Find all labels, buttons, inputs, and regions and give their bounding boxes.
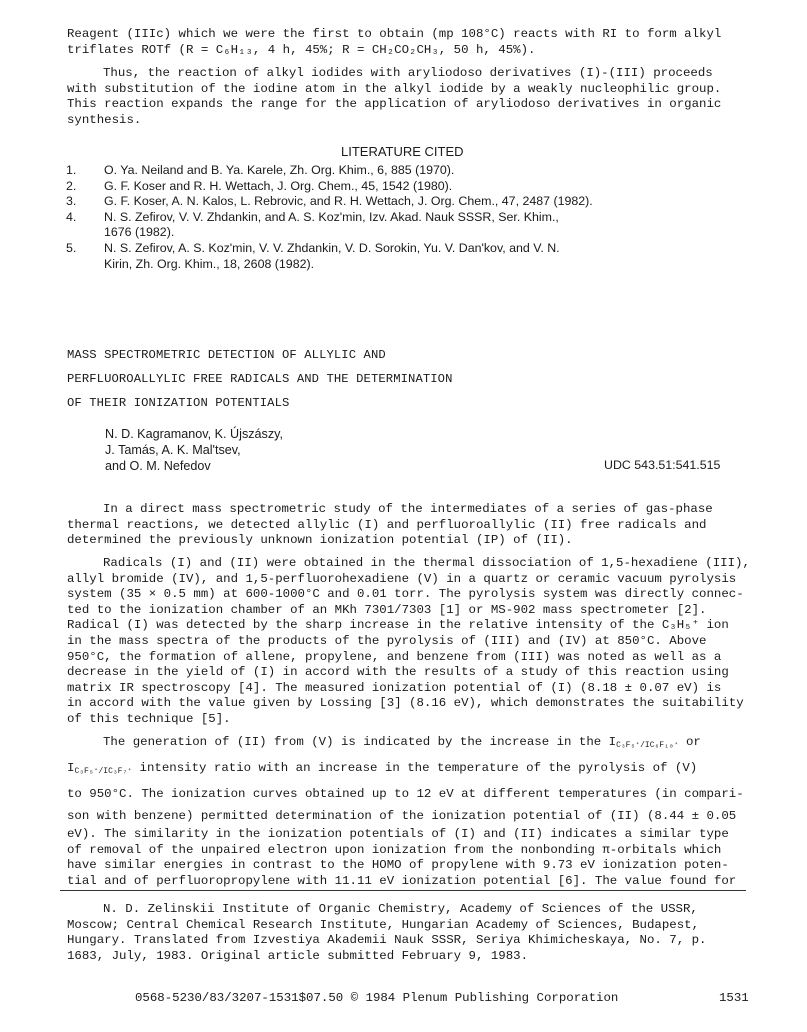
body-paragraph-2 (67, 556, 767, 728)
reference-text (104, 241, 776, 272)
text-line: Thus, the reaction of alkyl iodides with aryliodoso derivatives (I)-(III) proceeds (103, 66, 713, 80)
text-span: intensity ratio with an increase in the temperature of the pyrolysis of (V) (132, 761, 698, 775)
text-line: eV). The similarity in the ionization potentials of (I) and (II) indicates a similar type (67, 827, 729, 841)
text-line: to 950°C. The ionization curves obtained up to 12 eV at different temperatures (in compari- (67, 787, 744, 801)
reference-text: G. F. Koser, A. N. Kalos, L. Rebrovic, and R. H. Wettach, J. Org. Chem., 47, 2487 (1982). (104, 194, 593, 209)
reference-line: Kirin, Zh. Org. Khim., 18, 2608 (1982). (104, 256, 315, 271)
reference-item (66, 210, 776, 241)
reference-text: O. Ya. Neiland and B. Ya. Karele, Zh. Org. Khim., 6, 885 (1970). (104, 163, 455, 177)
page-number: 1531 (719, 991, 749, 1005)
text-line: N. D. Zelinskii Institute of Organic Chemistry, Academy of Sciences of the USSR, (103, 902, 698, 916)
text-line: Reagent (IIIc) which we were the first to obtain (mp 108°C) reacts with RI to form alkyl (67, 27, 722, 41)
prev-paragraph-1 (67, 27, 767, 58)
text-line: triflates ROTf (R = C₆H₁₃, 4 h, 45%; R = CH₂CO₂CH₃, 50 h, 45%). (67, 42, 536, 57)
text-line: Radical (I) was detected by the sharp increase in the relative intensity of the C₃H₅⁺ ion (67, 618, 729, 633)
reference-number: 3. (66, 194, 77, 209)
author-line: J. Tamás, A. K. Mal'tsev, (105, 443, 241, 457)
reference-number: 4. (66, 209, 77, 224)
text-line: system (35 × 0.5 mm) at 600-1000°C and 0.01 torr. The pyrolysis system was directly connec- (67, 587, 744, 602)
text-line: Hungary. Translated from Izvestiya Akademii Nauk SSSR, Seriya Khimicheskaya, No. 7, p. (67, 933, 707, 948)
text-line: allyl bromide (IV), and 1,5-perfluorohexadiene (V) in a quartz or ceramic vacuum pyrolysis (67, 571, 737, 586)
prev-paragraph-2 (67, 66, 767, 128)
text-line: 1683, July, 1983. Original article submitted February 9, 1983. (67, 948, 529, 963)
footnote-rule (60, 890, 746, 891)
text-line: synthesis. (67, 112, 142, 127)
reference-text: G. F. Koser and R. H. Wettach, J. Org. Chem., 45, 1542 (1980). (104, 178, 453, 193)
reference-number: 5. (66, 240, 77, 255)
reference-line: N. S. Zefirov, A. S. Koz'min, V. V. Zhdankin, V. D. Sorokin, Yu. V. Dan'kov, and V. N. (104, 240, 560, 255)
text-line: of removal of the unpaired electron upon ionization from the nonbonding π-orbitals which (67, 842, 722, 857)
literature-cited-heading: LITERATURE CITED (341, 144, 464, 159)
affiliation-footnote (67, 902, 767, 964)
copyright-footer: 0568-5230/83/3207-1531$07.50 © 1984 Plenum Publishing Corporation (135, 991, 619, 1005)
reference-item (66, 179, 776, 195)
reference-number: 1. (66, 163, 77, 177)
udc-code: UDC 543.51:541.515 (604, 458, 721, 472)
article-title-line: MASS SPECTROMETRIC DETECTION OF ALLYLIC AND (67, 348, 386, 362)
ion-subscript: C₆F₁₀⁺ (649, 741, 679, 750)
article-title-line: OF THEIR IONIZATION POTENTIALS (67, 396, 290, 410)
text-line: tial and of perfluoropropylene with 11.11 eV ionization potential [6]. The value found for (67, 873, 737, 888)
text-line: In a direct mass spectrometric study of the intermediates of a series of gas-phase (103, 502, 713, 516)
text-line: in accord with the value given by Lossing [3] (8.16 eV), which demonstrates the suitability (67, 696, 744, 711)
reference-number: 2. (66, 178, 77, 193)
text-line-with-ratio (67, 757, 767, 783)
ion-subscript: C₃F₅⁺/I (616, 741, 650, 750)
reference-item (66, 194, 776, 210)
body-paragraph-3 (67, 731, 767, 889)
ion-subscript: C₃F₇⁺ (108, 767, 133, 776)
reference-item (66, 241, 776, 272)
text-line: This reaction expands the range for the application of aryliodoso derivatives in organic (67, 97, 722, 112)
text-line: with substitution of the iodine atom in the alkyl iodide by a weakly nucleophilic group. (67, 81, 722, 96)
text-line: in the mass spectra of the products of the pyrolysis of (III) and (IV) at 850°C. Above (67, 633, 707, 648)
text-line: matrix IR spectroscopy [4]. The measured ionization potential of (I) (8.18 ± 0.07 eV) is (67, 680, 722, 695)
reference-line: N. S. Zefirov, V. V. Zhdankin, and A. S. Koz'min, Izv. Akad. Nauk SSSR, Ser. Khim., (104, 209, 559, 224)
text-line-with-ratio (67, 731, 767, 757)
ion-subscript: C₃F₅⁺/I (74, 767, 109, 776)
text-line: ted to the ionization chamber of an MKh 7301/7303 [1] or MS-902 mass spectrometer [2]. (67, 602, 707, 617)
text-line: 950°C, the formation of allene, propylene, and benzene from (III) was noted as well as a (67, 649, 722, 664)
article-title-line: PERFLUOROALLYLIC FREE RADICALS AND THE DETERMINATION (67, 372, 453, 386)
text-span: I (67, 761, 75, 775)
reference-list (66, 163, 776, 272)
text-line: son with benzene) permitted determination of the ionization potential of (II) (8.44 ± 0.05 (67, 809, 737, 823)
text-line: decrease in the yield of (I) in accord with the results of a study of this reaction using (67, 665, 729, 680)
author-line: and O. M. Nefedov (105, 459, 211, 473)
text-line: Radicals (I) and (II) were obtained in the thermal dissociation of 1,5-hexadiene (III), (103, 556, 750, 570)
reference-item (66, 163, 776, 179)
text-line: of this technique [5]. (67, 711, 231, 726)
text-line: Moscow; Central Chemical Research Institute, Hungarian Academy of Sciences, Budapest, (67, 917, 700, 932)
author-line: N. D. Kagramanov, K. Újszászy, (105, 427, 283, 441)
text-line: thermal reactions, we detected allylic (I) and perfluoroallylic (II) free radicals and (67, 517, 707, 532)
author-block (105, 426, 283, 474)
text-line: determined the previously unknown ionization potential (IP) of (II). (67, 533, 573, 548)
text-line: have similar energies in contrast to the HOMO of propylene with 9.73 eV ionization poten- (67, 858, 729, 873)
reference-line: 1676 (1982). (104, 225, 175, 240)
text-span: or (678, 735, 701, 749)
body-paragraph-1 (67, 502, 767, 549)
text-span: The generation of (II) from (V) is indicated by the increase in the I (103, 735, 617, 749)
reference-text (104, 210, 776, 241)
